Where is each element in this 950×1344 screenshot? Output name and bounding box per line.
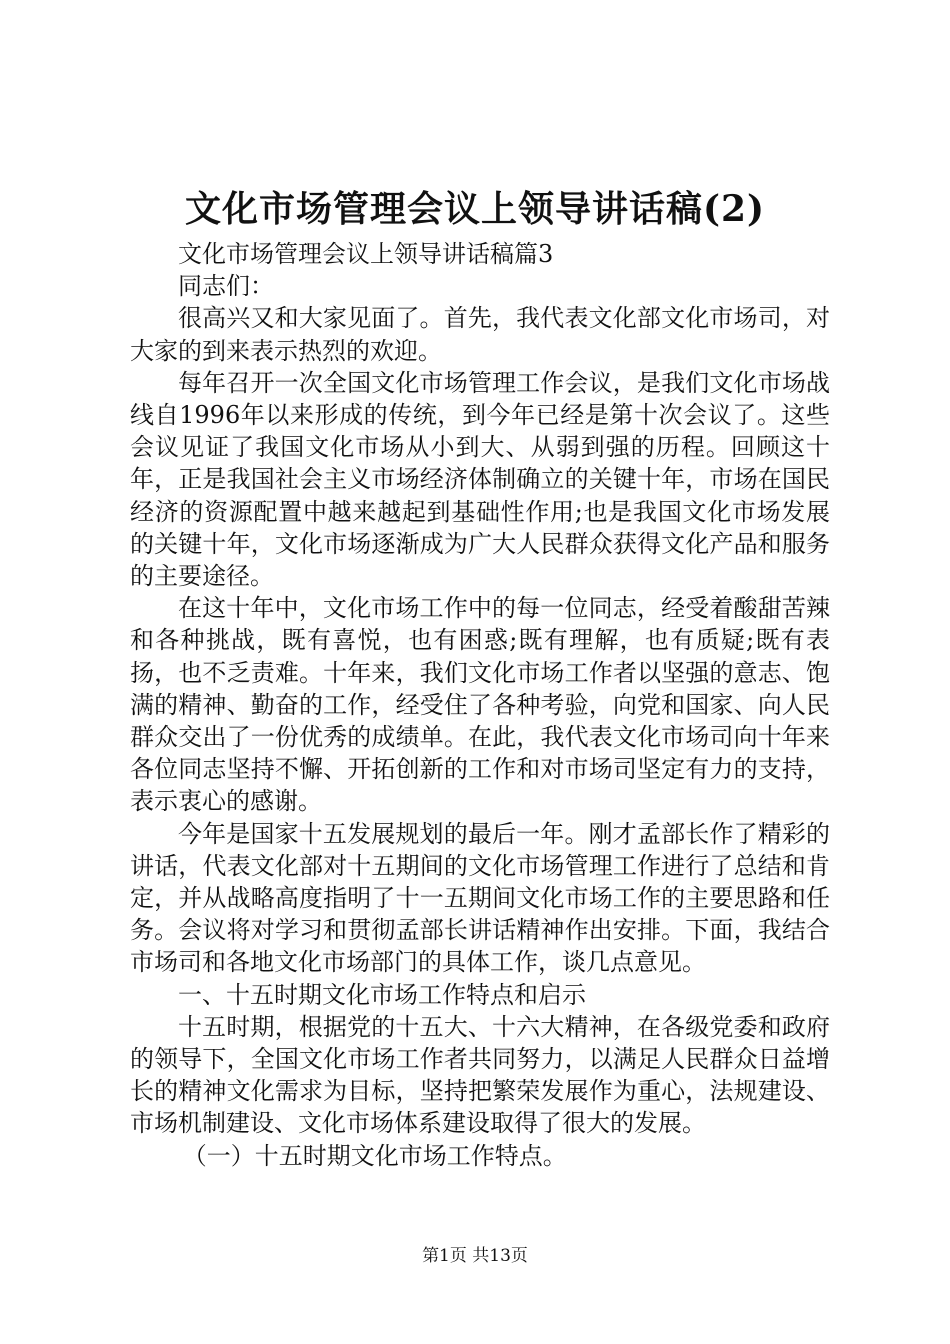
page-number-footer: 第1页 共13页 (422, 1246, 528, 1266)
paragraph-welcome: 很高兴又和大家见面了。首先，我代表文化部文化市场司，对大家的到来表示热烈的欢迎。 (130, 304, 830, 365)
subtitle-line: 文化市场管理会议上领导讲话稿篇3 (178, 240, 554, 268)
subsection-heading-1: （一）十五时期文化市场工作特点。 (182, 1141, 567, 1170)
paragraph-fifteen-period: 十五时期，根据党的十五大、十六大精神，在各级党委和政府的领导下，全国文化市场工作者共同努力，以满足人民群众日益增长的精神文化需求为目标，坚持把繁荣发展作为重心，法规建设、市场机制建设、文化市场体系建设取得了很大的发展。 (130, 1012, 830, 1138)
salutation: 同志们： (178, 272, 274, 301)
paragraph-ten-years: 在这十年中，文化市场工作中的每一位同志，经受着酸甜苦辣和各种挑战，既有喜悦，也有困惑;既有理解，也有质疑;既有表扬，也不乏责难。十年来，我们文化市场工作者以坚强的意志、饱满的精神、勤奋的工作，经受住了各种考验，向党和国家、向人民群众交出了一份优秀的成绩单。在此，我代表文化市场司向十年来各位同志坚持不懈、开拓创新的工作和对市场司坚定有力的支持，表示衷心的感谢。 (130, 594, 830, 816)
paragraph-history: 每年召开一次全国文化市场管理工作会议，是我们文化市场战线自1996年以来形成的传统，到今年已经是第十次会议了。这些会议见证了我国文化市场从小到大、从弱到强的历程。回顾这十年，正是我国社会主义市场经济体制确立的关键十年，市场在国民经济的资源配置中越来越起到基础性作用;也是我国文化市场发展的关键十年，文化市场逐渐成为广大人民群众获得文化产品和服务的主要途径。 (130, 368, 830, 591)
document-title: 文化市场管理会议上领导讲话稿(2) (184, 188, 766, 230)
document-body (130, 238, 830, 1172)
section-heading-1: 一、十五时期文化市场工作特点和启示 (178, 980, 586, 1009)
paragraph-this-year: 今年是国家十五发展规划的最后一年。刚才孟部长作了精彩的讲话，代表文化部对十五期间的文化市场管理工作进行了总结和肯定，并从战略高度指明了十一五期间文化市场工作的主要思路和任务。会议将对学习和贯彻孟部长讲话精神作出安排。下面，我结合市场司和各地文化市场部门的具体工作，谈几点意见。 (130, 819, 830, 977)
